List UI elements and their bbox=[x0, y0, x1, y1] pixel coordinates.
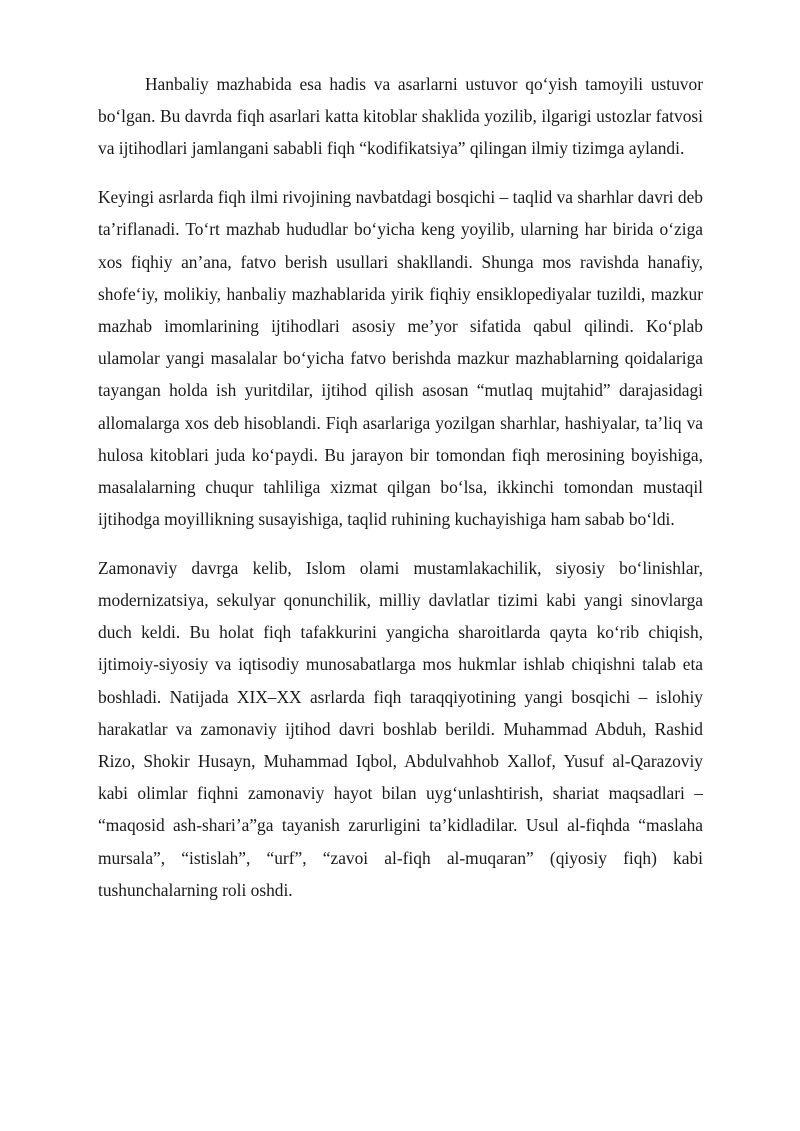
paragraph-hanbaliy: Hanbaliy mazhabida esa hadis va asarlarni ustuvor qo‘yish tamoyili ustuvor bo‘lgan. Bu davrda fiqh asarlari katta kitoblar shaklida yozilib, ilgarigi ustozlar fatvosi va ijtihodlari jamlangani sababli fiqh “kodifikatsiya” qilingan ilmiy tizimga aylandi. bbox=[98, 74, 703, 159]
body-text bbox=[98, 68, 703, 923]
paragraph-zamonaviy-davr: Zamonaviy davrga kelib, Islom olami mustamlakachilik, siyosiy bo‘linishlar, modernizatsiya, sekulyar qonunchilik, milliy davlatlar tizimi kabi yangi sinovlarga duch keldi. Bu holat fiqh tafakkurini yangicha sharoitlarda qayta ko‘rib chiqish, ijtimoiy-siyosiy va iqtisodiy munosabatlarga mos hukmlar ishlab chiqishni talab eta boshladi. Natijada XIX–XX asrlarda fiqh taraqqiyotining yangi bosqichi – islohiy harakatlar va zamonaviy ijtihod davri boshlab berildi. Muhammad Abduh, Rashid Rizo, Shokir Husayn, Muhammad Iqbol, Abdulvahhob Xallof, Yusuf al-Qarazoviy kabi olimlar fiqhni zamonaviy hayot bilan uyg‘unlashtirish, shariat maqsadlari – “maqosid ash-shari’a”ga tayanish zarurligini ta’kidladilar. Usul al-fiqhda “maslaha mursala”, “istislah”, “urf”, “zavoi al-fiqh al-muqaran” (qiyosiy fiqh) kabi tushunchalarning roli oshdi. bbox=[98, 557, 703, 900]
paragraph-taqlid-davri: Keyingi asrlarda fiqh ilmi rivojining navbatdagi bosqichi – taqlid va sharhlar davri deb ta’riflanadi. To‘rt mazhab hududlar bo‘yicha keng yoyilib, ularning har birida o‘ziga xos fiqhiy an’ana, fatvo berish usullari shakllandi. Shunga mos ravishda hanafiy, shofe‘iy, molikiy, hanbaliy mazhablarida yirik fiqhiy ensiklopediyalar tuzildi, mazkur mazhab imomlarining ijtihodlari asosiy me’yor sifatida qabul qilindi. Ko‘plab ulamolar yangi masalalar bo‘yicha fatvo berishda mazkur mazhablarning qoidalariga tayangan holda ish yuritdilar, ijtihod qilish asosan “mutlaq mujtahid” darajasidagi allomalarga xos deb hisoblandi. Fiqh asarlariga yozilgan sharhlar, hashiyalar, ta’liq va hulosa kitoblari juda ko‘paydi. Bu jarayon bir tomondan fiqh merosining boyishiga, masalalarning chuqur tahliliga xizmat qilgan bo‘lsa, ikkinchi tomondan mustaqil ijtihodga moyillikning susayishiga, taqlid ruhining kuchayishiga ham sabab bo‘ldi. bbox=[98, 187, 703, 530]
